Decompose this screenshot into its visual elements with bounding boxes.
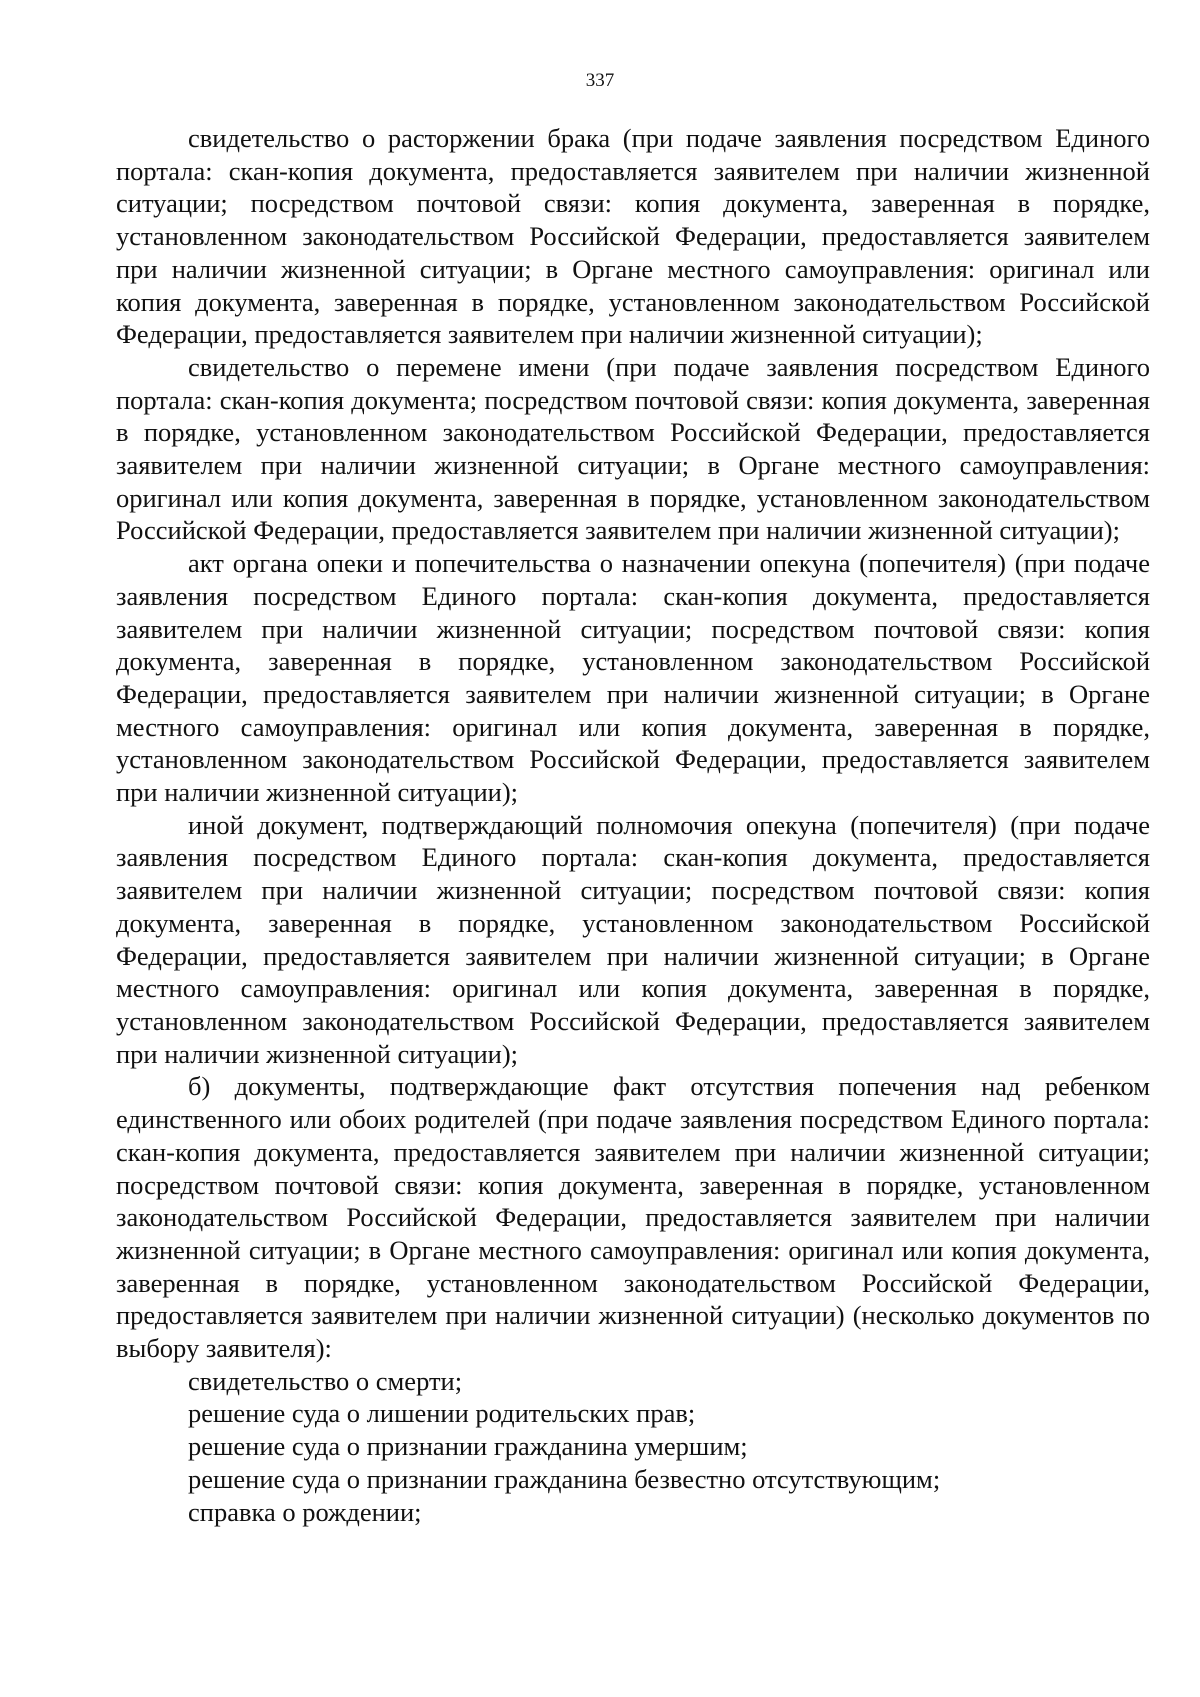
paragraph-lack-of-parental-care-documents: б) документы, подтверждающие факт отсутствия попечения над ребенком единственного или обоих родителей (при подаче заявления посредством Единого портала: скан-копия документа, предоставляется заявителем при наличии жизненной ситуации; посредством почтовой связи: копия документа, заверенная в порядке, установленном законодательством Российской Федерации, предоставляется заявителем при наличии жизненной ситуации; в Органе местного самоуправления: оригинал или копия документа, заверенная в порядке, установленном законодательством Российской Федерации, предоставляется заявителем при наличии жизненной ситуации) (несколько документов по выбору заявителя):	[116, 1071, 1150, 1364]
paragraph-guardianship-act: акт органа опеки и попечительства о назначении опекуна (попечителя) (при подаче заявления посредством Единого портала: скан-копия документа, предоставляется заявителем при наличии жизненной ситуации; посредством почтовой связи: копия документа, заверенная в порядке, установленном законодательством Российской Федерации, предоставляется заявителем при наличии жизненной ситуации; в Органе местного самоуправления: оригинал или копия документа, заверенная в порядке, установленном законодательством Российской Федерации, предоставляется заявителем при наличии жизненной ситуации);	[116, 548, 1150, 808]
paragraph-divorce-certificate: свидетельство о расторжении брака (при подаче заявления посредством Единого портала: скан-копия документа, предоставляется заявителем при наличии жизненной ситуации; посредством почтовой связи: копия документа, заверенная в порядке, установленном законодательством Российской Федерации, предоставляется заявителем при наличии жизненной ситуации; в Органе местного самоуправления: оригинал или копия документа, заверенная в порядке, установленном законодательством Российской Федерации, предоставляется заявителем при наличии жизненной ситуации);	[116, 123, 1150, 350]
paragraph-guardian-authority-document: иной документ, подтверждающий полномочия опекуна (попечителя) (при подаче заявления посредством Единого портала: скан-копия документа, предоставляется заявителем при наличии жизненной ситуации; посредством почтовой связи: копия документа, заверенная в порядке, установленном законодательством Российской Федерации, предоставляется заявителем при наличии жизненной ситуации; в Органе местного самоуправления: оригинал или копия документа, заверенная в порядке, установленном законодательством Российской Федерации, предоставляется заявителем при наличии жизненной ситуации);	[116, 809, 1150, 1069]
list-item-declared-deceased: решение суда о признании гражданина умершим;	[188, 1431, 748, 1462]
list-item-death-certificate: свидетельство о смерти;	[188, 1365, 463, 1396]
list-item-declared-missing: решение суда о признании гражданина безвестно отсутствующим;	[188, 1463, 941, 1494]
document-body	[116, 122, 1150, 1528]
page-number: 337	[585, 70, 615, 91]
paragraph-name-change-certificate: свидетельство о перемене имени (при подаче заявления посредством Единого портала: скан-копия документа; посредством почтовой связи: копия документа, заверенная в порядке, установленном законодательством Российской Федерации, предоставляется заявителем при наличии жизненной ситуации; в Органе местного самоуправления: оригинал или копия документа, заверенная в порядке, установленном законодательством Российской Федерации, предоставляется заявителем при наличии жизненной ситуации);	[116, 351, 1150, 546]
list-item-birth-certificate: справка о рождении;	[188, 1496, 422, 1527]
list-item-deprivation-of-parental-rights: решение суда о лишении родительских прав;	[188, 1398, 696, 1429]
